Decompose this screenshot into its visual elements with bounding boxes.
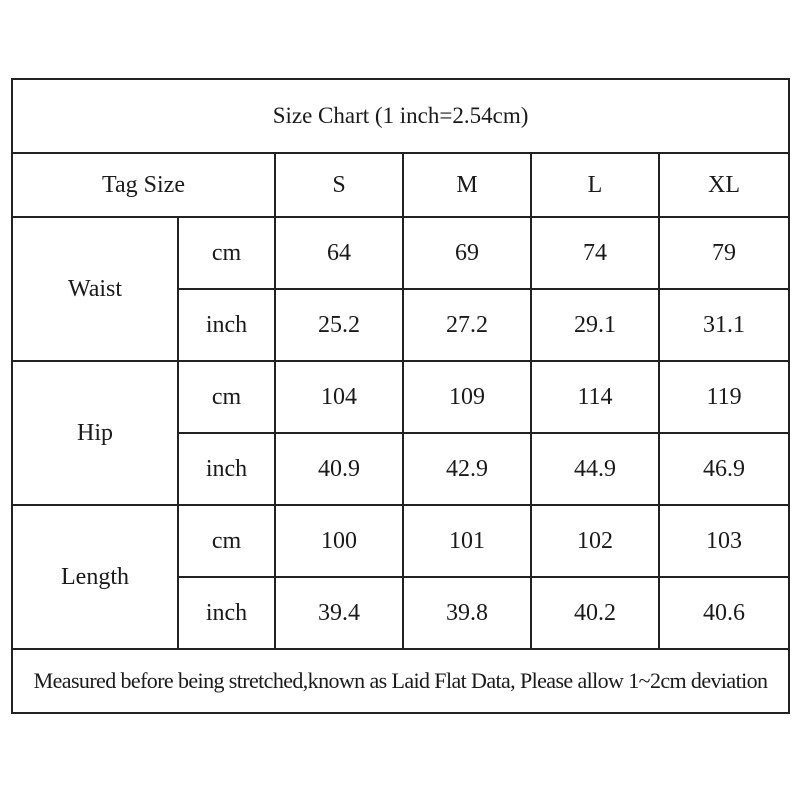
value-cell: 119 [659,361,789,433]
unit-cell: cm [178,505,275,577]
value-cell: 39.8 [403,577,531,649]
table-row [12,361,789,433]
value-cell: 104 [275,361,403,433]
value-cell: 100 [275,505,403,577]
header-row [12,153,789,217]
value-cell: 27.2 [403,289,531,361]
value-cell: 44.9 [531,433,659,505]
measurement-label-hip: Hip [12,361,178,505]
unit-cell: cm [178,361,275,433]
value-cell: 74 [531,217,659,289]
note-row [12,649,789,713]
value-cell: 25.2 [275,289,403,361]
unit-cell: inch [178,433,275,505]
value-cell: 46.9 [659,433,789,505]
size-header-s: S [275,153,403,217]
unit-cell: cm [178,217,275,289]
value-cell: 40.2 [531,577,659,649]
value-cell: 42.9 [403,433,531,505]
unit-cell: inch [178,577,275,649]
value-cell: 64 [275,217,403,289]
size-header-xl: XL [659,153,789,217]
value-cell: 102 [531,505,659,577]
value-cell: 79 [659,217,789,289]
measurement-note: Measured before being stretched,known as Laid Flat Data, Please allow 1~2cm deviation [12,649,789,713]
measurement-label-length: Length [12,505,178,649]
unit-cell: inch [178,289,275,361]
size-header-m: M [403,153,531,217]
measurement-label-waist: Waist [12,217,178,361]
tag-size-label: Tag Size [12,153,275,217]
chart-title: Size Chart (1 inch=2.54cm) [12,79,789,153]
table-row [12,217,789,289]
value-cell: 114 [531,361,659,433]
size-header-l: L [531,153,659,217]
value-cell: 109 [403,361,531,433]
value-cell: 39.4 [275,577,403,649]
size-chart-table [11,78,790,714]
title-row [12,79,789,153]
value-cell: 40.9 [275,433,403,505]
value-cell: 40.6 [659,577,789,649]
table-row [12,505,789,577]
value-cell: 101 [403,505,531,577]
value-cell: 103 [659,505,789,577]
value-cell: 31.1 [659,289,789,361]
value-cell: 29.1 [531,289,659,361]
value-cell: 69 [403,217,531,289]
